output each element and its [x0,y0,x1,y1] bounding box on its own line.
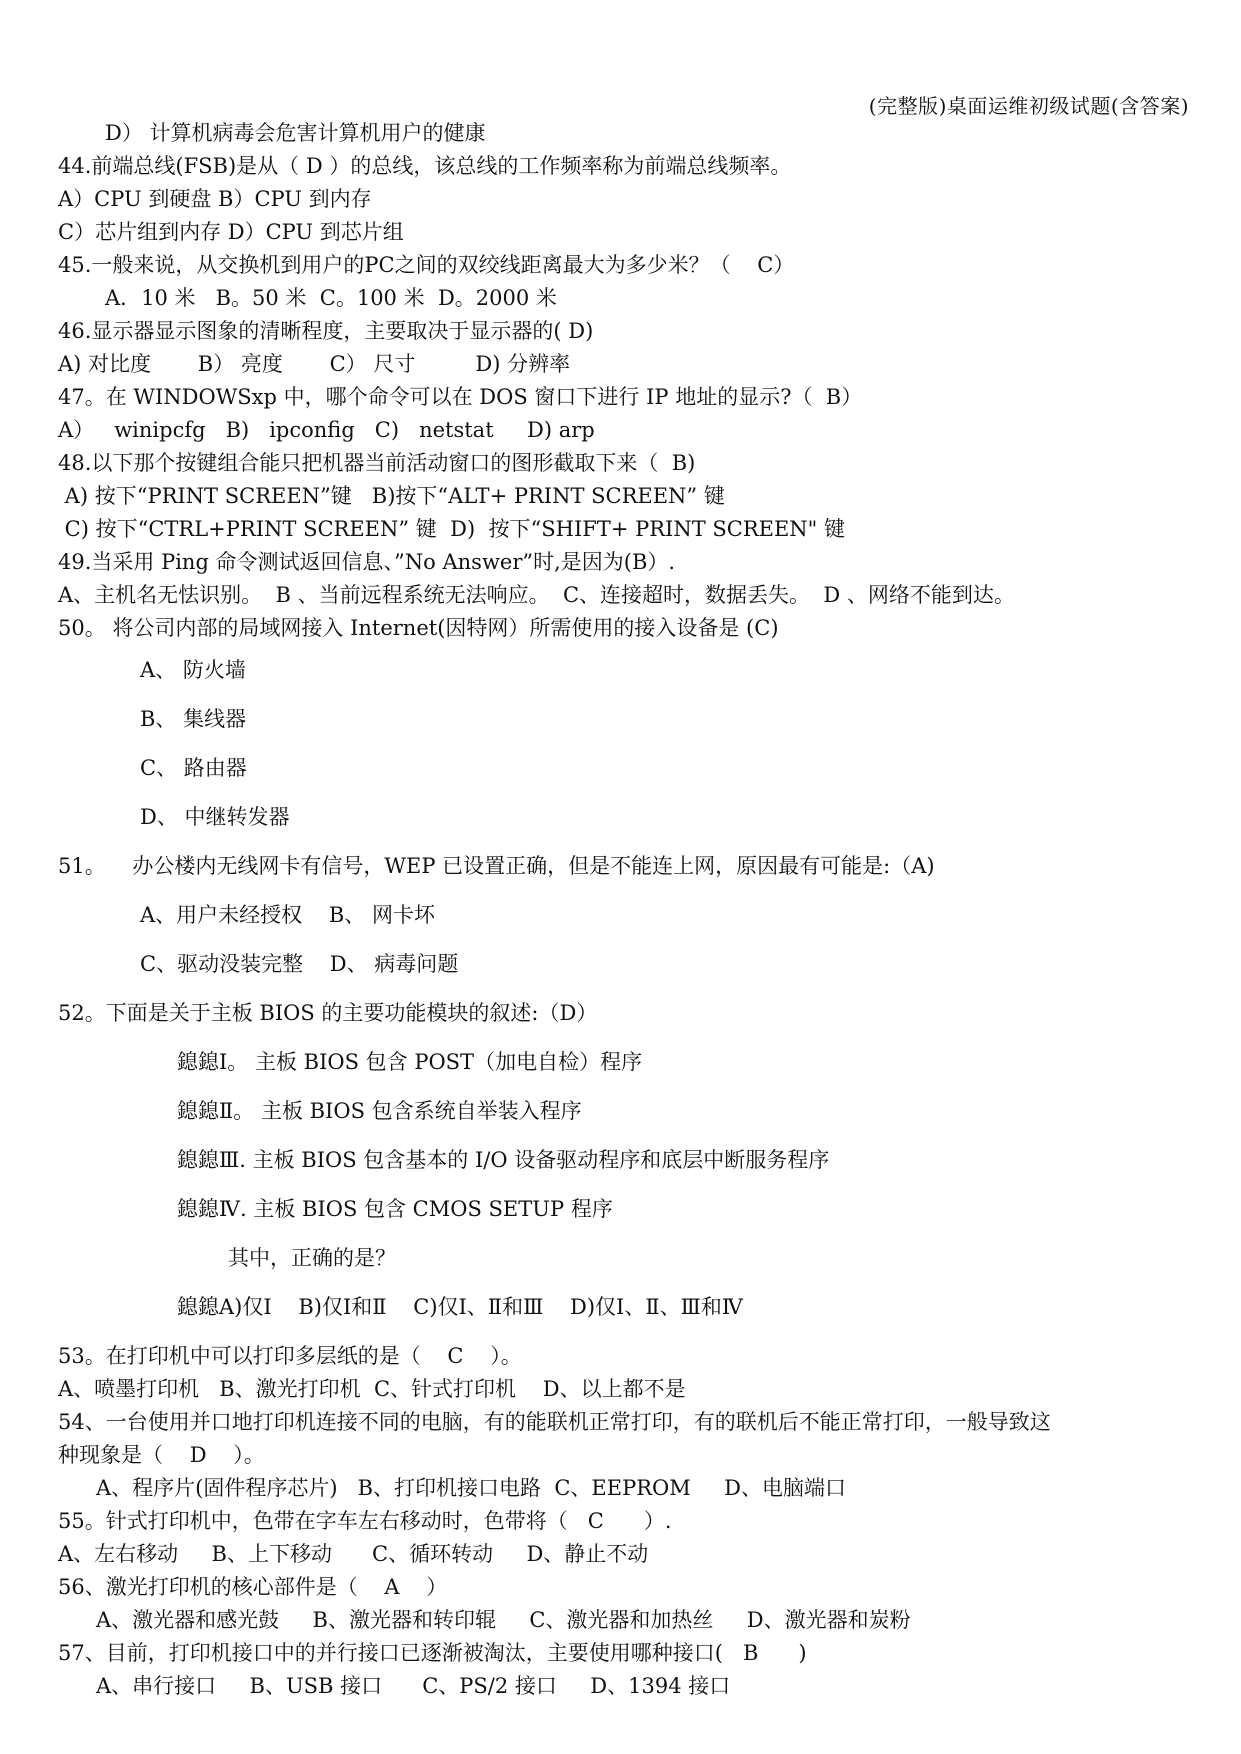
text-line: A） winipcfg B) ipconfig C) netstat D) arp [58,418,595,442]
text-line: 57、目前，打印机接口中的并行接口已逐渐被淘汰，主要使用哪种接口( B ) [58,1641,807,1665]
text-line: D） 计算机病毒会危害计算机用户的健康 [105,121,486,145]
text-line: 46.显示器显示图象的清晰程度，主要取决于显示器的( D) [58,319,594,343]
text-line: 55。针式打印机中，色带在字车左右移动时，色带将（ C ）. [58,1509,672,1533]
text-line: 51。 办公楼内无线网卡有信号，WEP 已设置正确，但是不能连上网，原因最有可能是:（A) [58,854,935,878]
text-line: A、用户未经授权 B、 网卡坏 [140,903,435,927]
text-line: C) 按下“CTRL+PRINT SCREEN” 键 D) 按下“SHIFT+ PRINT SCREEN" 键 [58,517,846,541]
text-line: 鎴鎴A)仅Ⅰ B)仅Ⅰ和Ⅱ C)仅Ⅰ、Ⅱ和Ⅲ D)仅Ⅰ、Ⅱ、Ⅲ和Ⅳ [177,1295,743,1319]
text-line: D、 中继转发器 [140,805,290,829]
text-line: 50。 将公司内部的局域网接入 Internet(因特网）所需使用的接入设备是 (C) [58,616,779,640]
document-header: (完整版)桌面运维初级试题(含答案) [868,94,1189,118]
text-line: A) 对比度 B） 亮度 C） 尺寸 D) 分辨率 [58,352,571,376]
text-line: C、驱动没装完整 D、 病毒问题 [140,952,459,976]
text-line: A) 按下“PRINT SCREEN”键 B)按下“ALT+ PRINT SCREEN” 键 [58,484,725,508]
text-line: 鎴鎴Ⅳ. 主板 BIOS 包含 CMOS SETUP 程序 [177,1197,613,1221]
text-line: A．10 米 B。50 米 C。100 米 D。2000 米 [105,286,557,310]
text-line: A、喷墨打印机 B、激光打印机 C、针式打印机 D、以上都不是 [58,1377,686,1401]
text-line: A、串行接口 B、USB 接口 C、PS/2 接口 D、1394 接口 [96,1674,731,1698]
text-line: A）CPU 到硬盘 B）CPU 到内存 [58,187,372,211]
text-line: 44.前端总线(FSB)是从（ D ）的总线，该总线的工作频率称为前端总线频率。 [58,154,792,178]
text-line: 种现象是（ D ）。 [58,1443,265,1467]
text-line: A、程序片(固件程序芯片) B、打印机接口电路 C、EEPROM D、电脑端口 [96,1476,846,1500]
text-line: 48.以下那个按键组合能只把机器当前活动窗口的图形截取下来（ B) [58,451,696,475]
text-line: A、 防火墙 [140,658,246,682]
text-line: C）芯片组到内存 D）CPU 到芯片组 [58,220,404,244]
text-line: 鎴鎴Ⅲ. 主板 BIOS 包含基本的 I/O 设备驱动程序和底层中断服务程序 [177,1148,830,1172]
text-line: 56、激光打印机的核心部件是（ A ） [58,1575,448,1599]
text-line: A、主机名无怯识别。 B 、当前远程系统无法响应。 C、连接超时，数据丢失。 D 、网络不能到达。 [58,583,1015,607]
text-line: 49.当采用 Ping 命令测试返回信息、”No Answer”时,是因为(B）. [58,550,676,574]
text-line: C、 路由器 [140,756,247,780]
text-line: A、激光器和感光鼓 B、激光器和转印辊 C、激光器和加热丝 D、激光器和炭粉 [96,1608,911,1632]
text-line: 其中，正确的是？ [228,1246,396,1270]
text-line: 鎴鎴Ⅰ。 主板 BIOS 包含 POST（加电自检）程序 [177,1050,643,1074]
text-line: 鎴鎴Ⅱ。 主板 BIOS 包含系统自举装入程序 [177,1099,582,1123]
text-line: 54、一台使用并口地打印机连接不同的电脑，有的能联机正常打印，有的联机后不能正常打印，一般导致这 [58,1410,1051,1434]
text-line: A、左右移动 B、上下移动 C、循环转动 D、静止不动 [58,1542,649,1566]
text-line: 53。在打印机中可以打印多层纸的是（ C ）。 [58,1344,522,1368]
text-line: B、 集线器 [140,707,247,731]
text-line: 47。在 WINDOWSxp 中，哪个命令可以在 DOS 窗口下进行 IP 地址的显示?（ B） [58,385,863,409]
text-line: 45.一般来说，从交换机到用户的PC之间的双绞线距离最大为多少米？（ C） [58,253,795,277]
text-line: 52。下面是关于主板 BIOS 的主要功能模块的叙述:（D） [58,1001,598,1025]
